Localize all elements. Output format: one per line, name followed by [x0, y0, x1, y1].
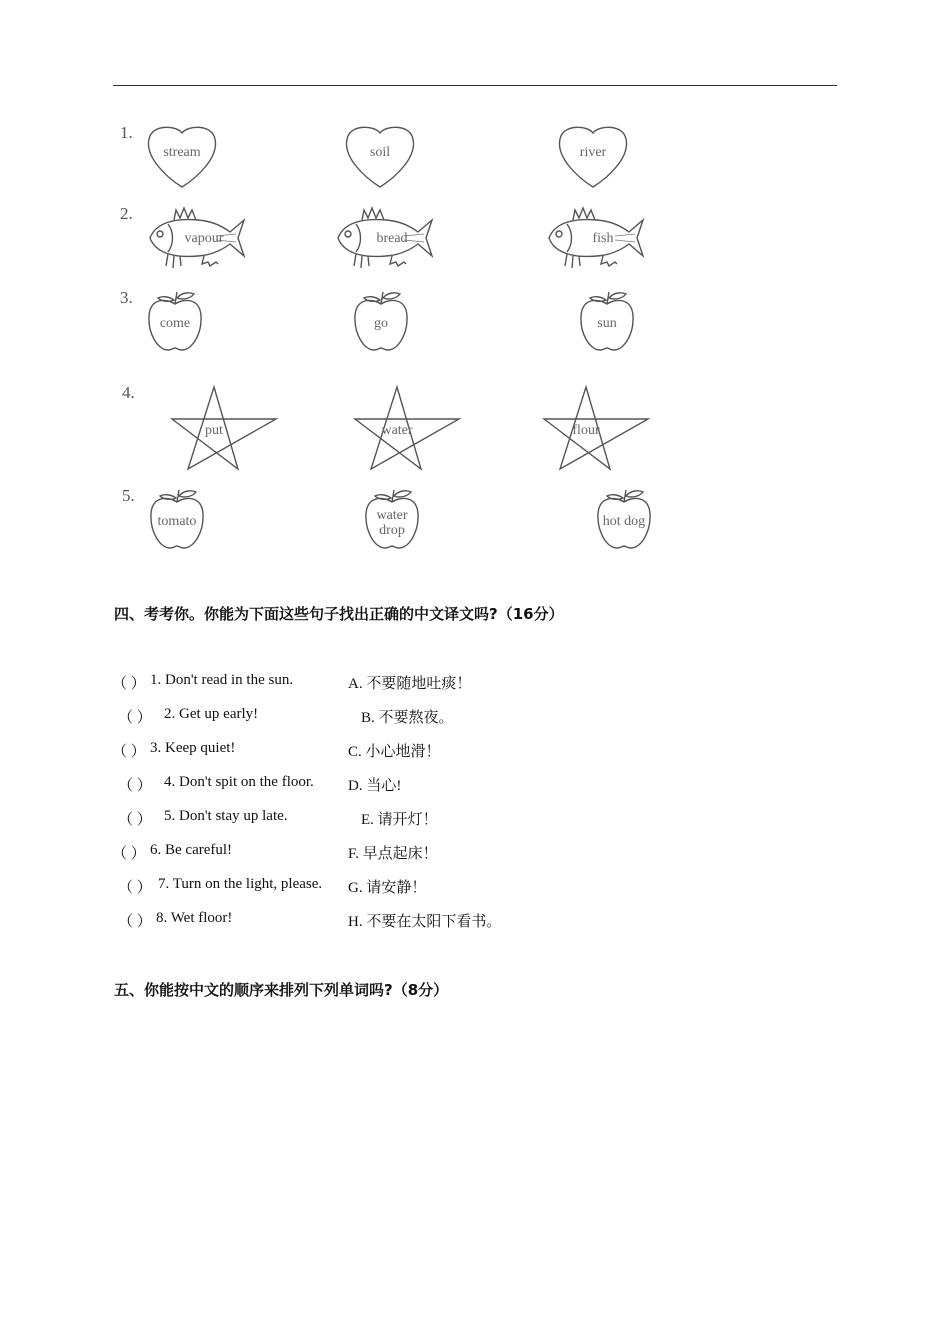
shape-word: fish — [592, 231, 614, 246]
english-sentence: 7. Turn on the light, please. — [158, 876, 323, 892]
star-shape — [333, 385, 461, 473]
apple-shape — [352, 290, 410, 352]
chinese-option: G. 请安静！ — [348, 880, 427, 896]
chinese-option: D. 当心! — [348, 778, 402, 794]
shape-word: sun — [597, 316, 617, 331]
shape-word: tomato — [157, 514, 197, 529]
apple-shape — [578, 290, 636, 352]
answer-blank[interactable]: （ ） — [118, 914, 152, 930]
heart-shape — [344, 125, 416, 189]
shape-word: water drop — [376, 508, 408, 538]
shape-word: stream — [163, 145, 201, 160]
fish-shape — [545, 206, 647, 270]
chinese-option: A. 不要随地吐痰！ — [348, 676, 472, 692]
english-sentence: 4. Don't spit on the floor. — [164, 774, 314, 790]
section5-heading: 五、你能按中文的顺序来排列下列单词吗?（8分） — [114, 981, 449, 999]
english-sentence: 2. Get up early! — [164, 706, 259, 722]
row-number: 3. — [120, 288, 133, 307]
shape-word: put — [205, 423, 223, 438]
shape-word: river — [579, 145, 607, 160]
english-sentence: 8. Wet floor! — [156, 910, 233, 926]
answer-blank[interactable]: （ ） — [118, 812, 152, 828]
answer-blank[interactable]: （ ） — [112, 846, 146, 862]
star-shape — [522, 385, 650, 473]
chinese-option: F. 早点起床！ — [348, 846, 438, 862]
apple-shape — [146, 290, 204, 352]
fish-shape — [334, 206, 436, 270]
answer-blank[interactable]: （ ） — [118, 778, 152, 794]
answer-blank[interactable]: （ ） — [112, 676, 146, 692]
chinese-option: H. 不要在太阳下看书。 — [348, 914, 502, 930]
shape-word: go — [374, 316, 388, 331]
row-number: 2. — [120, 204, 133, 223]
heart-shape — [557, 125, 629, 189]
answer-blank[interactable]: （ ） — [118, 710, 152, 726]
shape-word: bread — [376, 231, 408, 246]
row-number: 1. — [120, 123, 133, 142]
chinese-option: E. 请开灯！ — [361, 812, 438, 828]
apple-shape — [595, 488, 653, 550]
chinese-option: B. 不要熬夜。 — [361, 710, 454, 726]
section4-heading: 四、考考你。你能为下面这些句子找出正确的中文译文吗?（16分） — [114, 605, 564, 623]
row-number: 5. — [122, 486, 135, 505]
shape-word: come — [159, 316, 191, 331]
header-rule — [113, 85, 837, 86]
apple-shape — [363, 488, 421, 550]
shape-word: flour — [572, 423, 600, 438]
shape-word: hot dog — [602, 514, 646, 529]
english-sentence: 6. Be careful! — [150, 842, 233, 858]
heart-shape — [146, 125, 218, 189]
row-number: 4. — [122, 383, 135, 402]
star-shape — [150, 385, 278, 473]
chinese-option: C. 小心地滑！ — [348, 744, 441, 760]
apple-shape — [148, 488, 206, 550]
answer-blank[interactable]: （ ） — [118, 880, 152, 896]
english-sentence: 3. Keep quiet! — [150, 740, 236, 756]
shape-word: soil — [369, 145, 391, 160]
answer-blank[interactable]: （ ） — [112, 744, 146, 760]
english-sentence: 5. Don't stay up late. — [164, 808, 288, 824]
english-sentence: 1. Don't read in the sun. — [150, 672, 294, 688]
shape-word: water — [381, 423, 413, 438]
shape-word: vapour — [184, 231, 224, 246]
fish-shape — [146, 206, 248, 270]
